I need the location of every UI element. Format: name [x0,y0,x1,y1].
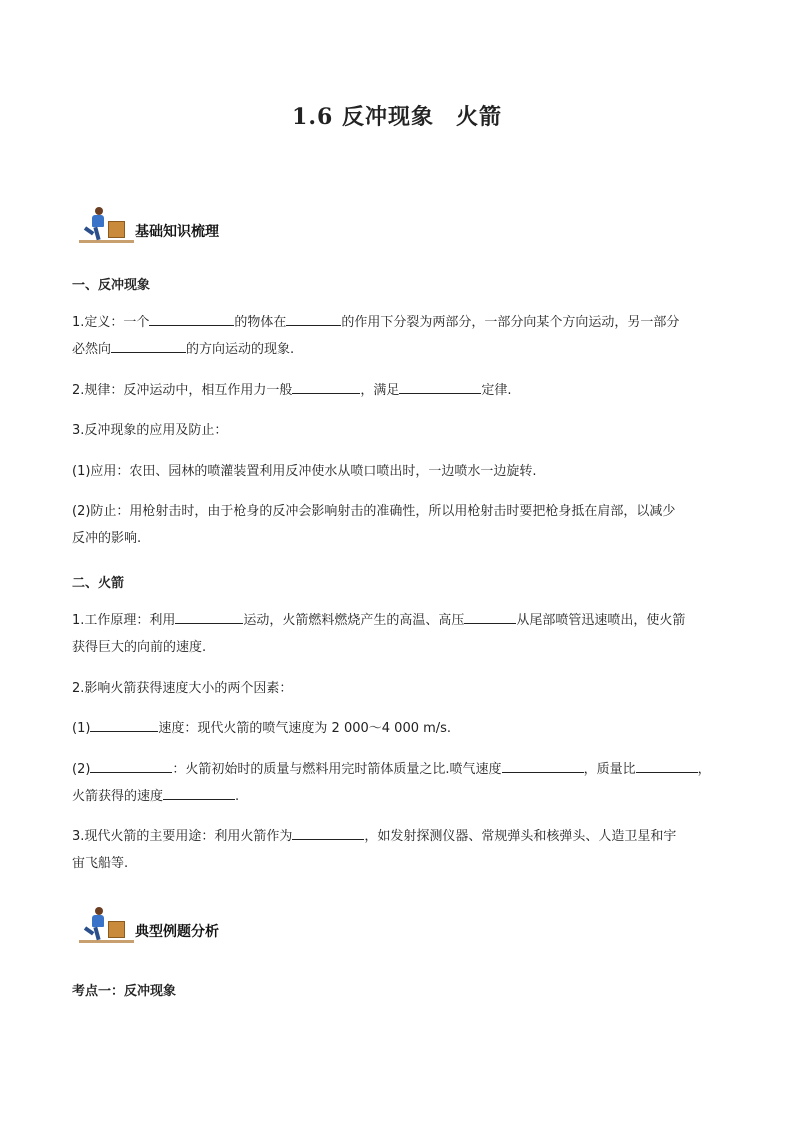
paragraph-prevention: (2)防止：用枪射击时，由于枪身的反冲会影响射击的准确性，所以用枪射击时要把枪身抵在肩部，以减少 反冲的影响. [72,504,676,546]
fill-blank[interactable] [149,312,234,326]
fill-blank[interactable] [90,718,158,732]
section-label: 典型例题分析 [135,924,219,940]
fill-blank[interactable] [292,380,360,394]
fill-blank[interactable] [175,610,243,624]
fill-blank[interactable] [399,380,481,394]
title-main: 1.6 反冲现象 [292,104,434,130]
paragraph-factors-title: 2.影响火箭获得速度大小的两个因素： [72,681,293,696]
paragraph-applications-title: 3.反冲现象的应用及防止： [72,423,228,438]
fill-blank[interactable] [636,759,698,773]
paragraph-uses: 3.现代火箭的主要用途：利用火箭作为 ，如发射探测仪器、常规弹头和核弹头、人造卫星和宇 宙飞船等. [72,823,732,877]
paragraph-definition: 1.定义：一个 的物体在 的作用下分裂为两部分，一部分向某个方向运动，另一部分 必然向 的方向运动的现象. [72,309,732,363]
fill-blank[interactable] [90,759,172,773]
section-header-examples [79,907,339,947]
fill-blank[interactable] [502,759,584,773]
fill-blank[interactable] [111,339,186,353]
fill-blank[interactable] [163,786,235,800]
paragraph-application: (1)应用：农田、园林的喷灌装置利用反冲使水从喷口喷出时，一边喷水一边旋转. [72,464,537,479]
heading-kaodian: 考点一：反冲现象 [72,984,177,999]
section-header-basics [79,207,339,247]
fill-blank[interactable] [286,312,341,326]
paragraph-rule: 2.规律：反冲运动中，相互作用力一般 ，满足 定律. [72,377,732,404]
title-sub: 火箭 [455,104,502,130]
paragraph-principle: 1.工作原理：利用 运动，火箭燃料燃烧产生的高温、高压 从尾部喷管迅速喷出，使火箭 获得巨大的向前的速度. [72,607,732,661]
fill-blank[interactable] [464,610,516,624]
paragraph-factor-2: (2) ：火箭初始时的质量与燃料用完时箭体质量之比.喷气速度 ，质量比 ， 火箭获得的速度 . [72,756,732,810]
heading-recoil: 一、反冲现象 [72,278,151,293]
fill-blank[interactable] [292,826,364,840]
paragraph-factor-1: (1) 速度：现代火箭的喷气速度为 2 000～4 000 m/s. [72,715,732,742]
section-label: 基础知识梳理 [135,224,219,240]
heading-rocket: 二、火箭 [72,576,125,591]
page-title [0,100,794,131]
